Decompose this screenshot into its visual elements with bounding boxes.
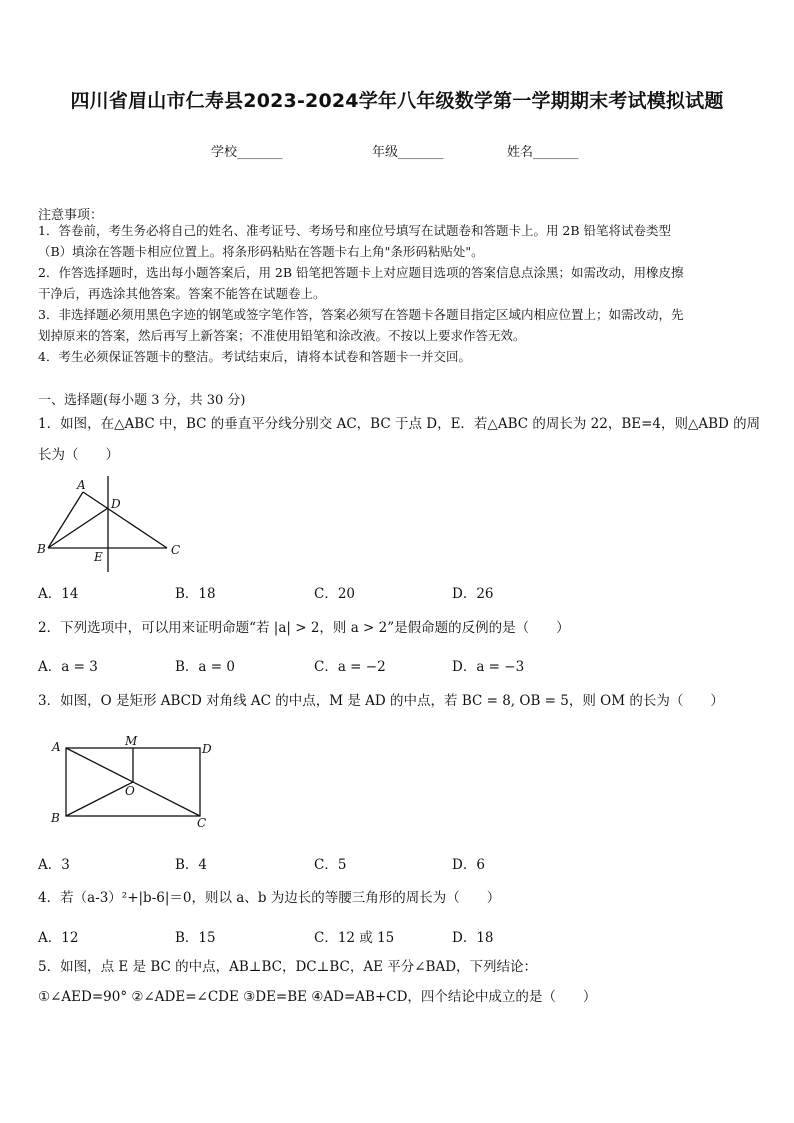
q2-option-b[interactable]: B．a = 0 [175,659,235,675]
label-C: C [171,543,181,557]
question-5-text: 5．如图，点 E 是 BC 的中点，AB⊥BC，DC⊥BC，AE 平分∠BAD，下列结论： [38,959,538,975]
question-3-figure [46,733,221,833]
label-A: A [77,478,86,492]
q3-option-b[interactable]: B．4 [175,857,208,873]
note-line: 2．作答选择题时，选出每小题答案后，用 2B 铅笔把答题卡上对应题目选项的答案信息点涂黑；如需改动，用橡皮擦 [38,265,684,280]
note-line: 3．非选择题必须用黑色字迹的钢笔或签字笔作答，答案必须写在答题卡各题目指定区域内相应位置上；如需改动，先 [38,307,684,322]
q2-option-d[interactable]: D．a = −3 [452,659,525,675]
label-E: E [94,550,103,564]
q1-option-c[interactable]: C．20 [314,586,356,602]
q2-option-a[interactable]: A．a = 3 [38,659,98,675]
name-field: 姓名_______ [507,145,579,160]
school-field: 学校_______ [211,145,283,160]
label-D: D [111,497,121,511]
q1-option-b[interactable]: B．18 [175,586,216,602]
note-line: （B）填涂在答题卡相应位置上。将条形码粘贴在答题卡右上角"条形码粘贴处"。 [38,244,484,259]
label-A: A [52,740,61,754]
question-1-text: 1．如图，在△ABC 中，BC 的垂直平分线分别交 AC，BC 于点 D，E．若△ABC 的周长为 22，BE=4，则△ABD 的周 [38,416,761,432]
label-O: O [125,784,135,798]
q3-option-c[interactable]: C．5 [314,857,347,873]
note-line: 划掉原来的答案，然后再写上新答案；不准使用铅笔和涂改液。不按以上要求作答无效。 [38,328,526,343]
label-B: B [51,811,60,825]
label-C: C [197,816,207,830]
question-3-text: 3．如图，O 是矩形 ABCD 对角线 AC 的中点，M 是 AD 的中点，若 BC = 8, OB = 5，则 OM 的长为（ ） [38,693,724,709]
notes-heading: 注意事项： [38,208,104,223]
grade-field: 年级_______ [372,145,444,160]
q2-option-c[interactable]: C．a = −2 [314,659,386,675]
note-line: 1．答卷前，考生务必将自己的姓名、准考证号、考场号和座位号填写在试题卷和答题卡上。用 2B 铅笔将试卷类型 [38,223,672,238]
question-2-text: 2．下列选项中，可以用来证明命题“若 |a| > 2，则 a > 2”是假命题的反例的是（ ） [38,620,570,636]
exam-title: 四川省眉山市仁寿县2023-2024学年八年级数学第一学期期末考试模拟试题 [70,90,724,112]
question-1-figure [36,472,186,574]
question-4-text: 4．若（a-3）²+|b-6|＝0，则以 a、b 为边长的等腰三角形的周长为（ ） [38,890,501,906]
q1-option-a[interactable]: A．14 [38,586,79,602]
label-M: M [125,734,138,748]
note-line: 干净后，再选涂其他答案。答案不能答在试题卷上。 [38,286,326,301]
note-line: 4．考生必须保证答题卡的整洁。考试结束后，请将本试卷和答题卡一并交回。 [38,349,471,364]
section-heading: 一、选择题(每小题 3 分，共 30 分) [38,393,246,408]
q4-option-a[interactable]: A．12 [38,930,79,946]
q4-option-b[interactable]: B．15 [175,930,216,946]
q4-option-c[interactable]: C．12 或 15 [314,930,395,946]
q1-option-d[interactable]: D．26 [452,586,494,602]
question-5-text-cont: ①∠AED=90° ②∠ADE=∠CDE ③DE=BE ④AD=AB+CD，四个结论中成立的是（ ） [38,989,597,1005]
question-1-text-cont: 长为（ ） [38,447,119,463]
q3-option-d[interactable]: D．6 [452,857,485,873]
label-D: D [202,742,212,756]
q3-option-a[interactable]: A．3 [38,857,70,873]
q4-option-d[interactable]: D．18 [452,930,494,946]
label-B: B [37,542,46,556]
